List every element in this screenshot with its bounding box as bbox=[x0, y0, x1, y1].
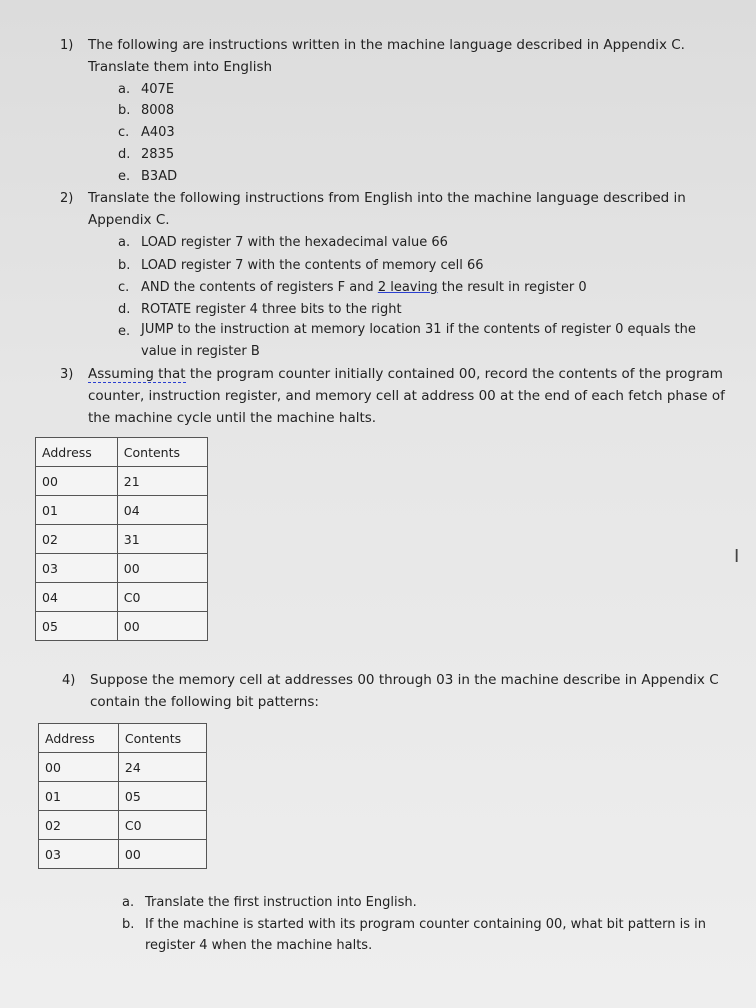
q1-text-line2: Translate them into English bbox=[88, 59, 273, 75]
q2-item-c-text-pre: AND the contents of registers F and bbox=[141, 280, 378, 295]
address-cell: 03 bbox=[39, 840, 119, 869]
q3-text-line1-rest: the program counter initially contained 00, record the contents of the program bbox=[185, 366, 723, 382]
contents-cell: 24 bbox=[118, 753, 206, 782]
contents-cell: C0 bbox=[118, 811, 206, 840]
q2-item-e-text: JUMP to the instruction at memory location 31 if the contents of register 0 equals the bbox=[141, 322, 696, 337]
q1-item-d-text: 2835 bbox=[141, 147, 175, 162]
table-row bbox=[39, 840, 207, 869]
table-row bbox=[36, 467, 208, 496]
q2-item-c-text bbox=[141, 280, 587, 295]
q1-text-line1: The following are instructions written in the machine language described in Appendix C. bbox=[88, 37, 685, 53]
address-cell: 00 bbox=[39, 753, 119, 782]
contents-cell: 21 bbox=[117, 467, 207, 496]
q2-item-e-letter: e. bbox=[118, 324, 131, 339]
q4-item-b-letter: b. bbox=[122, 917, 135, 932]
q1-item-b-text: 8008 bbox=[141, 103, 175, 118]
text-cursor-icon: I bbox=[734, 546, 740, 567]
q3-memory-table bbox=[35, 437, 208, 641]
table-header-row bbox=[36, 438, 208, 467]
q2-item-d-text: ROTATE register 4 three bits to the right bbox=[141, 302, 402, 317]
contents-header: Contents bbox=[117, 438, 207, 467]
table-row bbox=[36, 496, 208, 525]
q2-item-d-letter: d. bbox=[118, 302, 131, 317]
q4-item-b-text-cont: register 4 when the machine halts. bbox=[145, 938, 373, 953]
q1-number: 1) bbox=[60, 38, 74, 53]
q1-item-a-text: 407E bbox=[141, 82, 175, 97]
contents-cell: 31 bbox=[117, 525, 207, 554]
q3-number: 3) bbox=[60, 367, 74, 382]
contents-header: Contents bbox=[118, 724, 206, 753]
q1-item-e-text: B3AD bbox=[141, 169, 178, 184]
table-row bbox=[39, 782, 207, 811]
q2-item-b-letter: b. bbox=[118, 258, 131, 273]
q2-item-c-letter: c. bbox=[118, 280, 130, 295]
q2-number: 2) bbox=[60, 191, 74, 206]
table-row bbox=[36, 525, 208, 554]
table-row bbox=[36, 554, 208, 583]
table-header-row bbox=[39, 724, 207, 753]
q4-memory-table bbox=[38, 723, 207, 869]
q3-text-line2: counter, instruction register, and memory cell at address 00 at the end of each fetch phase of bbox=[88, 388, 725, 404]
table-row bbox=[39, 811, 207, 840]
q1-item-b-letter: b. bbox=[118, 103, 131, 118]
q2-item-a-letter: a. bbox=[118, 235, 131, 250]
contents-cell: 00 bbox=[118, 840, 206, 869]
contents-cell: 00 bbox=[117, 554, 207, 583]
address-cell: 05 bbox=[36, 612, 118, 641]
q2-item-c-text-post: the result in register 0 bbox=[437, 280, 587, 295]
q3-text-link: Assuming that bbox=[88, 366, 186, 382]
q1-item-c-text: A403 bbox=[141, 125, 175, 140]
q1-item-d-letter: d. bbox=[118, 147, 131, 162]
q1-item-a-letter: a. bbox=[118, 82, 131, 97]
address-cell: 01 bbox=[39, 782, 119, 811]
q1-item-e-letter: e. bbox=[118, 169, 131, 184]
q2-item-b-text: LOAD register 7 with the contents of memory cell 66 bbox=[141, 258, 484, 273]
table-row bbox=[39, 753, 207, 782]
address-cell: 02 bbox=[36, 525, 118, 554]
q2-item-a-text: LOAD register 7 with the hexadecimal value 66 bbox=[141, 235, 448, 250]
address-cell: 03 bbox=[36, 554, 118, 583]
address-cell: 02 bbox=[39, 811, 119, 840]
q1-item-c-letter: c. bbox=[118, 125, 130, 140]
q4-number: 4) bbox=[62, 673, 76, 688]
q4-text-line2: contain the following bit patterns: bbox=[90, 694, 319, 710]
q4-item-a-text: Translate the first instruction into English. bbox=[145, 895, 417, 910]
table-row bbox=[36, 612, 208, 641]
q4-item-a-letter: a. bbox=[122, 895, 135, 910]
q4-text-line1: Suppose the memory cell at addresses 00 through 03 in the machine describe in Appendix C bbox=[90, 672, 719, 688]
address-cell: 04 bbox=[36, 583, 118, 612]
q3-text-line1 bbox=[88, 366, 723, 382]
q2-text-line1: Translate the following instructions from English into the machine language described in bbox=[88, 190, 686, 206]
q2-text-line2: Appendix C. bbox=[88, 212, 170, 228]
address-header: Address bbox=[39, 724, 119, 753]
contents-cell: 04 bbox=[117, 496, 207, 525]
contents-cell: 05 bbox=[118, 782, 206, 811]
address-header: Address bbox=[36, 438, 118, 467]
address-cell: 00 bbox=[36, 467, 118, 496]
contents-cell: C0 bbox=[117, 583, 207, 612]
q2-item-e-text-cont: value in register B bbox=[141, 344, 260, 359]
q2-item-c-text-link: 2 leaving bbox=[377, 280, 438, 295]
q3-text-line3: the machine cycle until the machine halts. bbox=[88, 410, 377, 426]
address-cell: 01 bbox=[36, 496, 118, 525]
table-row bbox=[36, 583, 208, 612]
q4-item-b-text: If the machine is started with its program counter containing 00, what bit pattern is in bbox=[145, 917, 707, 932]
contents-cell: 00 bbox=[117, 612, 207, 641]
